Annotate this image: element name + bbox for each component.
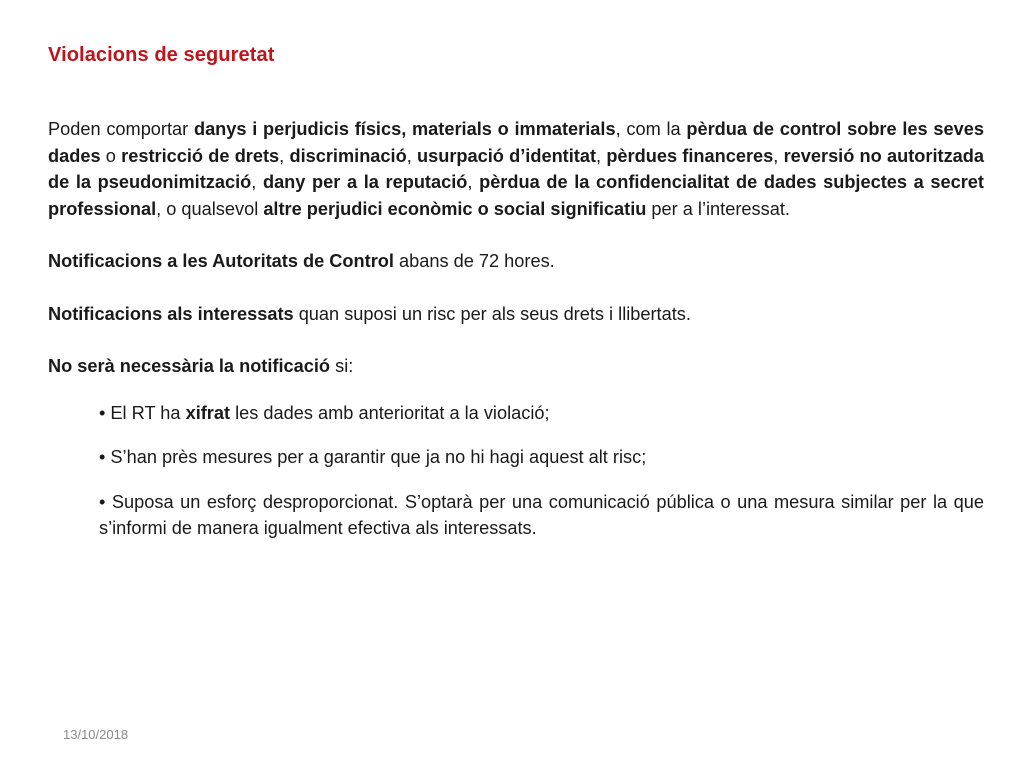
- exemption-list: [48, 400, 984, 542]
- text-span: ,: [279, 145, 290, 166]
- list-item: [99, 444, 984, 471]
- bold-span: No serà necessària la notificació: [48, 356, 331, 376]
- text-span: • S’han près mesures per a garantir que ja no hi hagi aquest alt risc;: [99, 447, 647, 467]
- bold-span: xifrat: [185, 402, 231, 423]
- footer-date: 13/10/2018: [63, 727, 129, 742]
- list-item: [99, 489, 984, 542]
- text-span: si:: [330, 356, 354, 376]
- paragraph-consequences: [48, 116, 984, 222]
- bold-span: danys i perjudicis físics, materials o immaterials: [193, 119, 616, 139]
- text-span: • El RT ha: [99, 402, 186, 423]
- text-span: ,: [773, 145, 784, 166]
- text-span: quan suposi un risc per als seus drets i llibertats.: [293, 303, 691, 324]
- bold-span: pèrdues financeres: [606, 145, 774, 166]
- text-span: les dades amb anterioritat a la violació;: [230, 402, 550, 423]
- text-span: Poden comportar: [48, 119, 194, 139]
- text-span: o: [100, 145, 122, 166]
- text-span: ,: [251, 172, 263, 192]
- text-span: abans de 72 hores.: [393, 251, 555, 271]
- bold-span: pèrdua de control sobre les seves dades: [48, 119, 984, 166]
- bold-span: pèrdua de la confidencialitat de dades subjectes a secret professional: [48, 172, 984, 219]
- bold-span: Notificacions a les Autoritats de Control: [48, 251, 394, 271]
- bold-span: discriminació: [289, 145, 407, 166]
- bold-span: usurpació d’identitat: [417, 145, 597, 166]
- paragraph-authority-notification: [48, 248, 984, 275]
- bold-span: Notificacions als interessats: [48, 303, 294, 324]
- text-span: ,: [467, 172, 480, 192]
- text-span: , com la: [615, 119, 687, 139]
- text-span: ,: [596, 145, 607, 166]
- slide-content: [48, 116, 984, 542]
- slide-title: Violacions de seguretat: [48, 44, 275, 66]
- list-item: [99, 400, 984, 427]
- text-span: , o qualsevol: [156, 198, 264, 219]
- bold-span: reversió no autoritzada de la pseudonimització: [48, 145, 985, 192]
- text-span: • Suposa un esforç desproporcionat. S’optarà per una comunicació pública o una mesura similar per la que s’informi de manera igualment efectiva als interessats.: [99, 491, 984, 538]
- text-span: per a l’interessat.: [646, 198, 790, 219]
- paragraph-exemptions: [48, 353, 984, 380]
- bold-span: altre perjudici econòmic o social significatiu: [263, 198, 647, 219]
- text-span: ,: [406, 145, 417, 166]
- bold-span: dany per a la reputació: [262, 172, 468, 192]
- bold-span: restricció de drets: [121, 145, 280, 166]
- paragraph-subject-notification: [48, 301, 984, 328]
